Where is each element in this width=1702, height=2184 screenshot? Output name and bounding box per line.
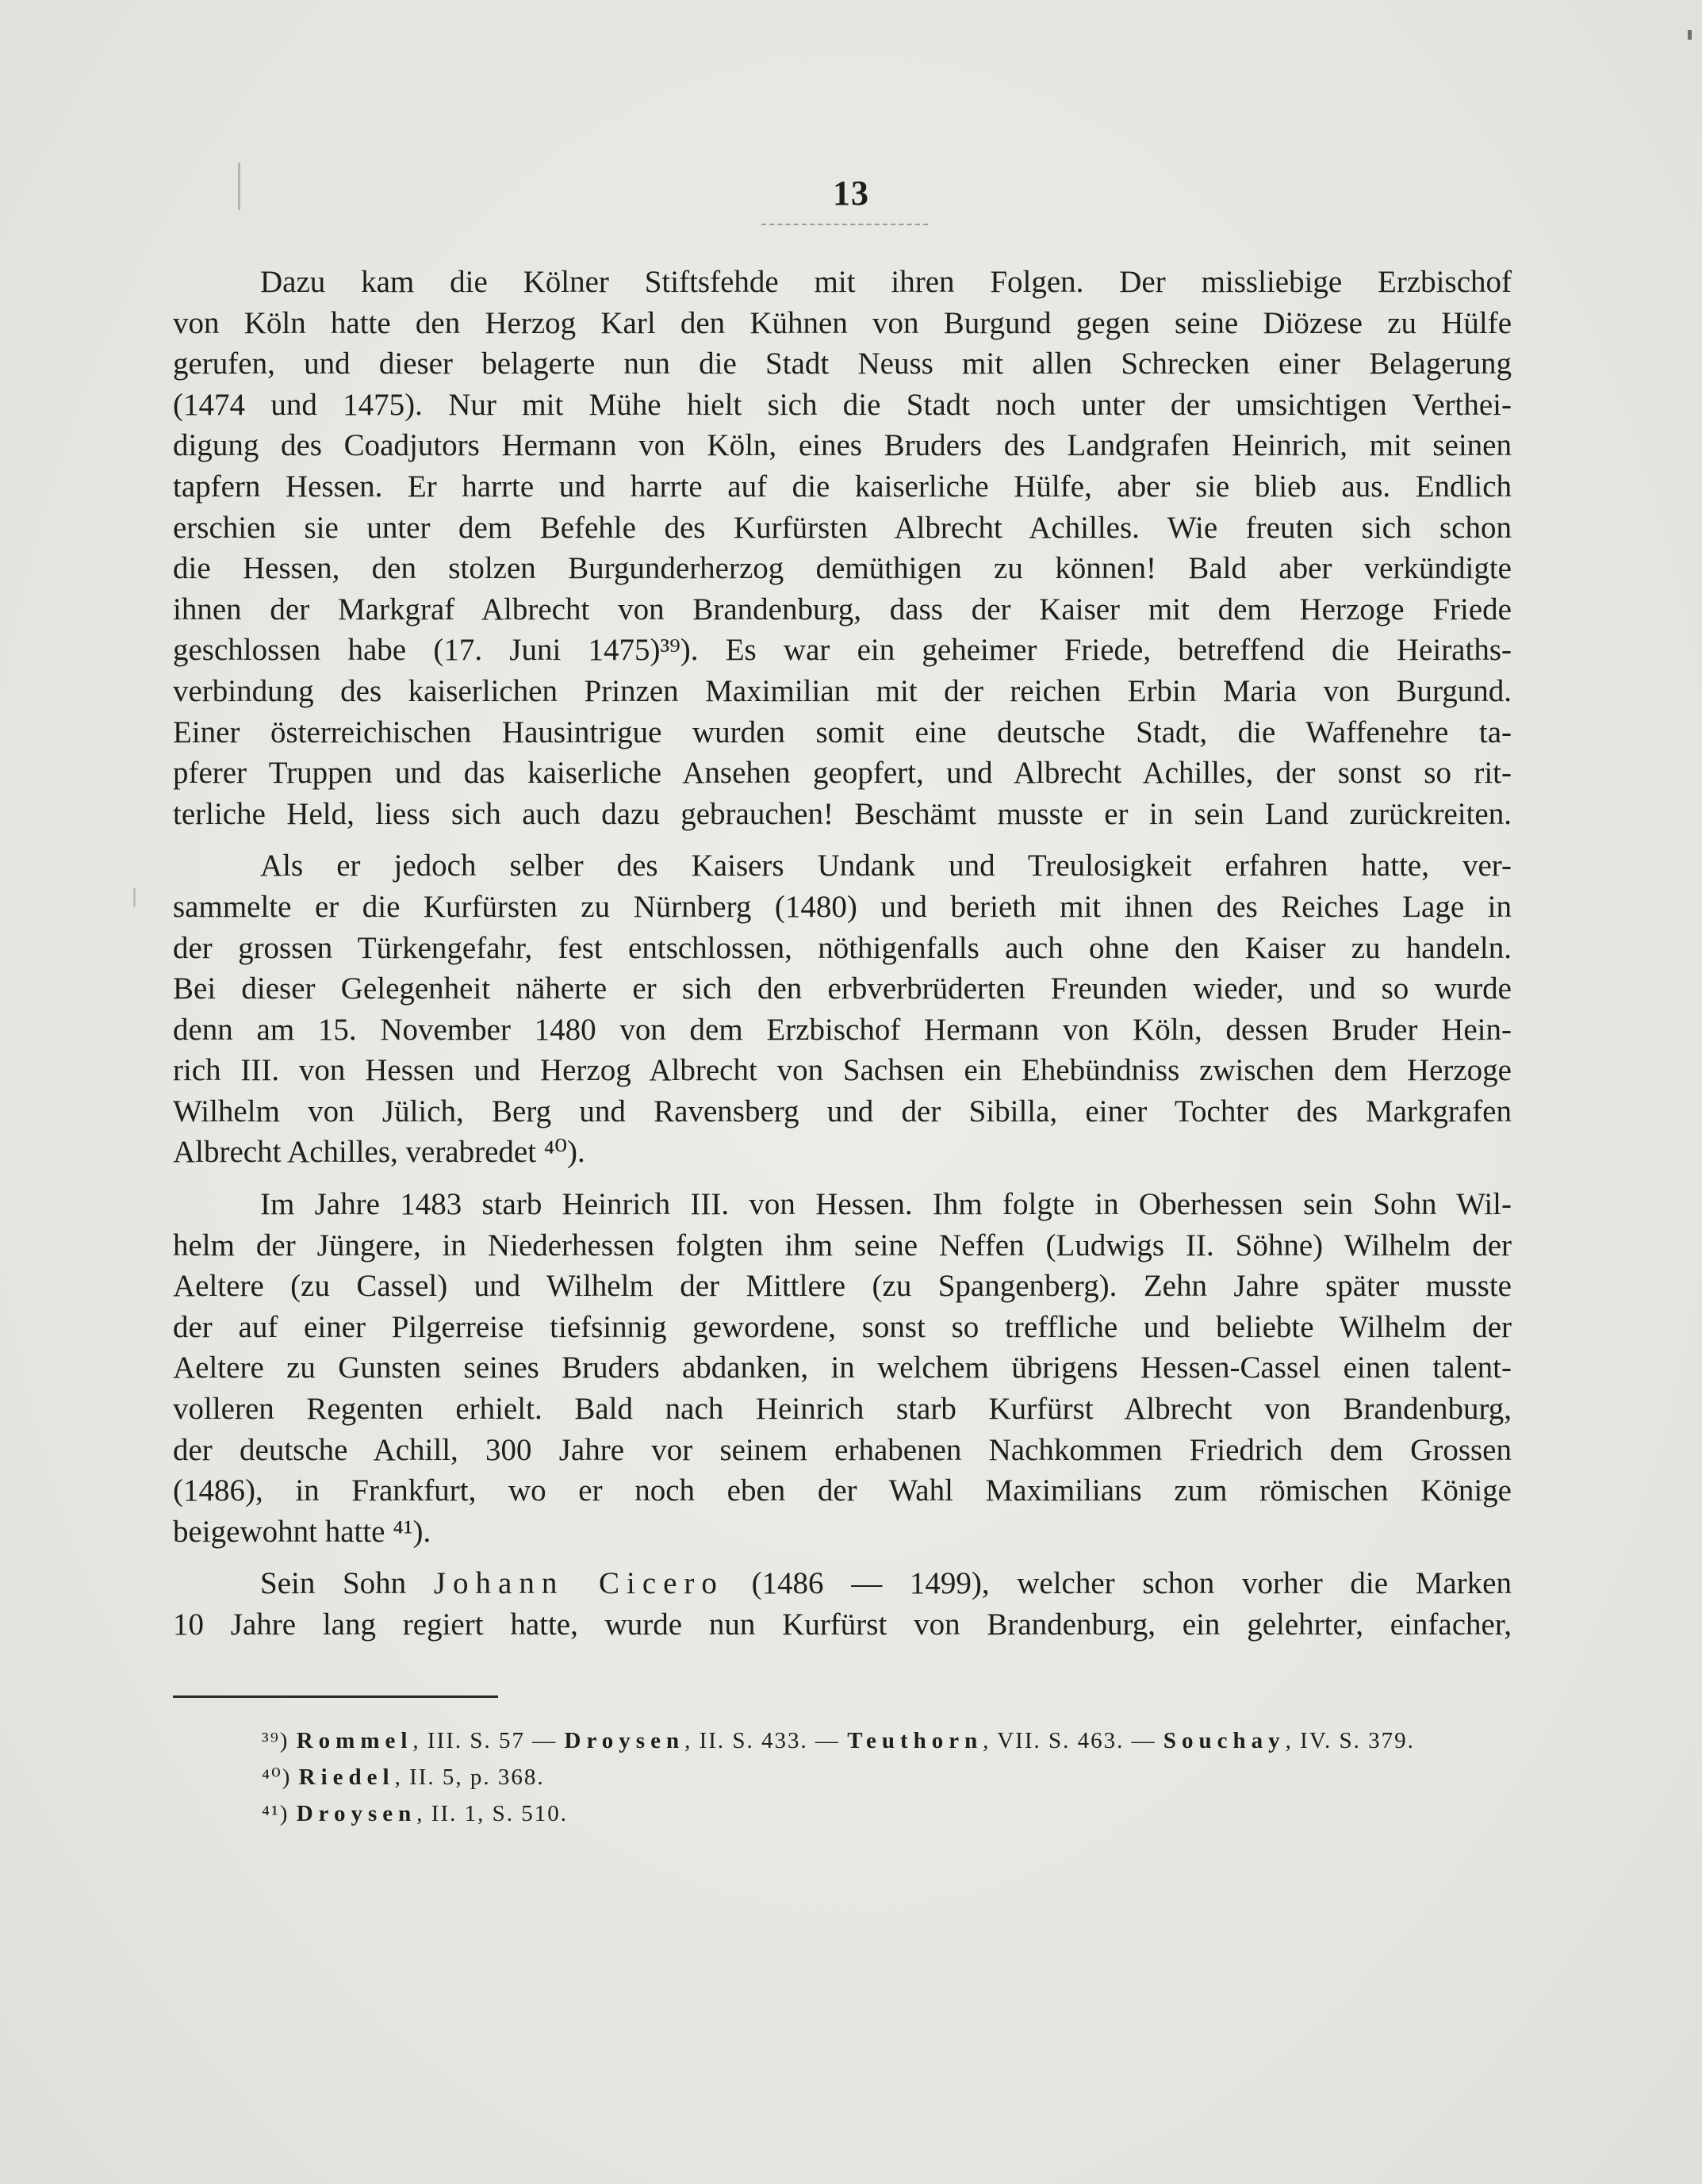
text-line: terliche Held, liess sich auch dazu gebrauchen! Beschämt musste er in sein Land zurückreiten.	[173, 796, 1512, 831]
text-line: verbindung des kaiserlichen Prinzen Maximilian mit der reichen Erbin Maria von Burgund.	[173, 673, 1512, 708]
footnote-ref: , II. 1, S. 510.	[416, 1801, 568, 1826]
footnote-mark: ⁴¹)	[262, 1801, 289, 1826]
paragraph-4	[173, 1563, 1512, 1645]
text-line: der grossen Türkengefahr, fest entschlossen, nöthigenfalls auch ohne den Kaiser zu handeln.	[173, 930, 1512, 965]
text-line: (1474 und 1475). Nur mit Mühe hielt sich die Stadt noch unter der umsichtigen Verthei-	[173, 387, 1512, 422]
text-line: denn am 15. November 1480 von dem Erzbischof Hermann von Köln, dessen Bruder Hein-	[173, 1012, 1512, 1047]
text-line: Wilhelm von Jülich, Berg und Ravensberg und der Sibilla, einer Tochter des Markgrafen	[173, 1094, 1512, 1128]
page-number: 13	[833, 174, 869, 213]
spaced-name: Johann Cicero	[433, 1566, 724, 1601]
footnote-ref: , II. 5, p. 368.	[394, 1764, 545, 1790]
text-line: der deutsche Achill, 300 Jahre vor seinem erhabenen Nachkommen Friedrich dem Grossen	[173, 1432, 1512, 1467]
text-line: ihnen der Markgraf Albrecht von Brandenburg, dass der Kaiser mit dem Herzoge Friede	[173, 592, 1512, 626]
text-line: Einer österreichischen Hausintrigue wurden somit eine deutsche Stadt, die Waffenehre ta-	[173, 715, 1512, 749]
footnote-author: Droysen	[296, 1801, 417, 1826]
text-line: digung des Coadjutors Hermann von Köln, eines Bruders des Landgrafen Heinrich, mit seinen	[173, 428, 1512, 463]
footnote-39	[262, 1722, 1499, 1759]
text-line: sammelte er die Kurfürsten zu Nürnberg (1480) und berieth mit ihnen des Reiches Lage in	[173, 889, 1512, 924]
scan-speck	[1688, 30, 1692, 40]
footnote-mark: ⁴⁰)	[262, 1764, 292, 1790]
footnote-author: Rommel	[296, 1728, 413, 1753]
footnote-ref: , VII. S. 463. —	[983, 1728, 1163, 1753]
paragraph-3	[173, 1184, 1512, 1552]
footnote-separator-rule	[173, 1695, 498, 1698]
footnote-author: Riedel	[298, 1764, 395, 1790]
paragraph-2	[173, 845, 1512, 1173]
text-line: Im Jahre 1483 starb Heinrich III. von Hessen. Ihm folgte in Oberhessen sein Sohn Wil-	[260, 1187, 1512, 1222]
text-line: gerufen, und dieser belagerte nun die Stadt Neuss mit allen Schrecken einer Belagerung	[173, 347, 1512, 381]
footnote-41	[262, 1795, 1499, 1832]
text-line: Aeltere zu Gunsten seines Bruders abdanken, in welchem übrigens Hessen-Cassel einen talent-	[173, 1351, 1512, 1385]
text-line: Albrecht Achilles, verabredet ⁴⁰).	[173, 1135, 585, 1170]
body-text	[173, 262, 1512, 1657]
text-line: geschlossen habe (17. Juni 1475)³⁹). Es war ein geheimer Friede, betreffend die Heiraths-	[173, 633, 1512, 668]
footnote-40	[262, 1759, 1499, 1795]
footnote-mark: ³⁹)	[262, 1728, 289, 1753]
text-line	[173, 1563, 1512, 1604]
text-line: 10 Jahre lang regiert hatte, wurde nun Kurfürst von Brandenburg, ein gelehrter, einfacher,	[173, 1607, 1512, 1642]
footnote-author: Souchay	[1163, 1728, 1286, 1753]
text-line: Als er jedoch selber des Kaisers Undank und Treulosigkeit erfahren hatte, ver-	[260, 849, 1512, 883]
footnotes	[262, 1722, 1499, 1832]
footnote-ref: , IV. S. 379.	[1285, 1728, 1415, 1753]
text-fragment: Sein Sohn	[260, 1566, 434, 1601]
text-line: Bei dieser Gelegenheit näherte er sich den erbverbrüderten Freunden wieder, und so wurde	[173, 971, 1512, 1006]
text-line: Aeltere (zu Cassel) und Wilhelm der Mittlere (zu Spangenberg). Zehn Jahre später musste	[173, 1269, 1512, 1304]
text-fragment: (1486 — 1499), welcher schon vorher die Marken	[723, 1566, 1512, 1601]
footnote-author: Droysen	[564, 1728, 685, 1753]
text-line: helm der Jüngere, in Niederhessen folgten ihm seine Neffen (Ludwigs II. Söhne) Wilhelm der	[173, 1228, 1512, 1263]
text-line: von Köln hatte den Herzog Karl den Kühnen von Burgund gegen seine Diözese zu Hülfe	[173, 305, 1512, 340]
footnote-ref: , III. S. 57 —	[412, 1728, 565, 1753]
text-line: beigewohnt hatte ⁴¹).	[173, 1514, 431, 1549]
text-line: die Hessen, den stolzen Burgunderherzog demüthigen zu können! Bald aber verkündigte	[173, 551, 1512, 586]
text-line: erschien sie unter dem Befehle des Kurfürsten Albrecht Achilles. Wie freuten sich schon	[173, 510, 1512, 545]
text-line: pferer Truppen und das kaiserliche Ansehen geopfert, und Albrecht Achilles, der sonst so rit-	[173, 756, 1512, 791]
text-line: der auf einer Pilgerreise tiefsinnig gewordene, sonst so treffliche und beliebte Wilhelm der	[173, 1309, 1512, 1344]
text-line: rich III. von Hessen und Herzog Albrecht von Sachsen ein Ehebündniss zwischen dem Herzoge	[173, 1053, 1512, 1088]
scan-speck	[133, 888, 136, 907]
paragraph-1	[173, 262, 1512, 834]
text-line: tapfern Hessen. Er harrte und harrte auf die kaiserliche Hülfe, aber sie blieb aus. Endlich	[173, 469, 1512, 504]
text-line: volleren Regenten erhielt. Bald nach Heinrich starb Kurfürst Albrecht von Brandenburg,	[173, 1392, 1512, 1427]
footnote-author: Teuthorn	[847, 1728, 983, 1753]
page-number-ornament-rule	[761, 224, 928, 225]
text-line: (1486), in Frankfurt, wo er noch eben der Wahl Maximilians zum römischen Könige	[173, 1473, 1512, 1508]
text-line: Dazu kam die Kölner Stiftsfehde mit ihren Folgen. Der missliebige Erzbischof	[260, 265, 1512, 299]
footnote-ref: , II. S. 433. —	[684, 1728, 848, 1753]
